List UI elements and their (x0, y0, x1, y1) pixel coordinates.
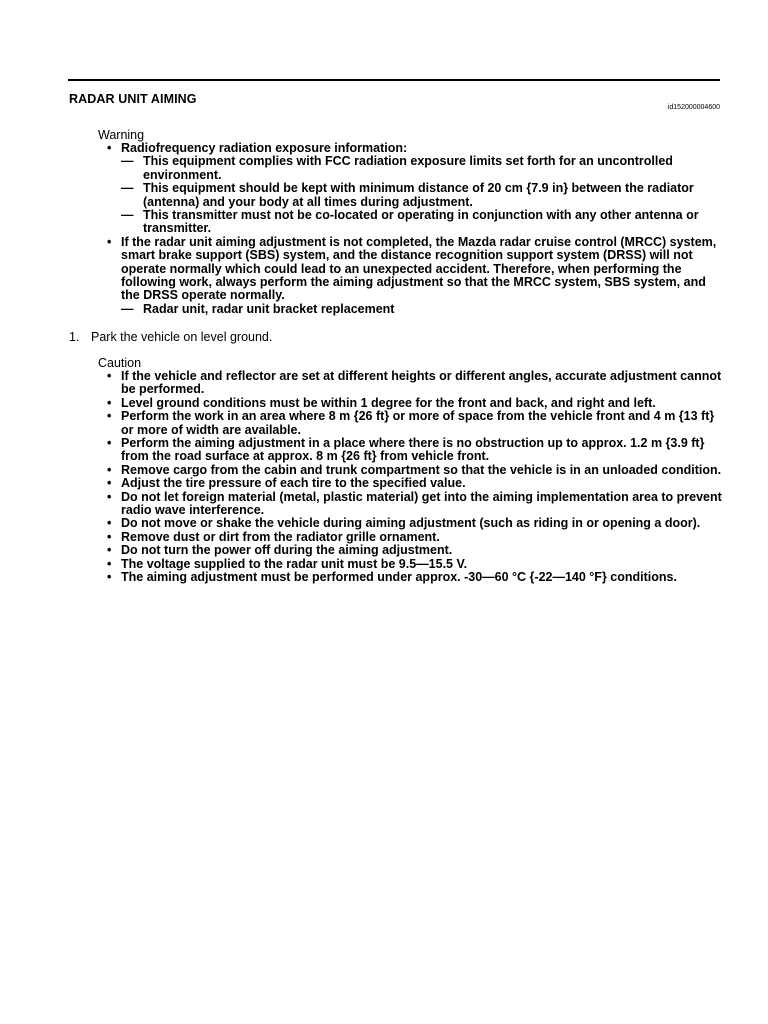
warning-block (98, 129, 728, 316)
document-id: id152000004600 (667, 104, 720, 111)
caution-item: • Remove dust or dirt from the radiator grille ornament. (98, 531, 728, 544)
caution-item: • The aiming adjustment must be performed under approx. -30—60 °C {-22—140 °F} conditions. (98, 571, 728, 584)
caution-item: • Do not turn the power off during the aiming adjustment. (98, 544, 728, 557)
caution-item: • Perform the aiming adjustment in a place where there is no obstruction up to approx. 1.2 m {3.9 ft} from the road surface at approx. 8 m {26 ft} from vehicle front. (98, 437, 728, 464)
caution-item: • Do not let foreign material (metal, plastic material) get into the aiming implementation area to prevent radio wave interference. (98, 491, 728, 518)
warning-item-text: If the radar unit aiming adjustment is not completed, the Mazda radar cruise control (MRCC) system, smart brake support (SBS) system, and the distance recognition support system (DRSS) will not operate normally which could lead to an unexpected accident. Therefore, when performing the following work, always perform the aiming adjustment so that the MRCC system, SBS system, and the DRSS operate normally. (121, 234, 717, 303)
caution-list (98, 370, 728, 585)
caution-item: • If the vehicle and reflector are set at different heights or different angles, accurate adjustment cannot be performed. (98, 370, 728, 397)
warning-sub-item: — This transmitter must not be co-located or operating in conjunction with any other antenna or transmitter. (121, 209, 728, 236)
warning-sub-list (121, 303, 728, 316)
warning-label: Warning (98, 128, 145, 142)
caution-item: • The voltage supplied to the radar unit must be 9.5—15.5 V. (98, 558, 728, 571)
caution-label: Caution (98, 356, 142, 370)
warning-sub-item: — This equipment complies with FCC radiation exposure limits set forth for an uncontrolled environment. (121, 155, 728, 182)
warning-item (98, 236, 728, 316)
warning-sub-item: — Radar unit, radar unit bracket replacement (121, 303, 728, 316)
step-1 (69, 330, 272, 344)
caution-item: • Remove cargo from the cabin and trunk compartment so that the vehicle is in an unloaded condition. (98, 464, 728, 477)
warning-item-text: Radiofrequency radiation exposure information: (121, 141, 408, 155)
step-text: Park the vehicle on level ground. (91, 330, 273, 344)
warning-item (98, 142, 728, 236)
header-rule (68, 79, 720, 81)
caution-item: • Perform the work in an area where 8 m {26 ft} or more of space from the vehicle front and 4 m {13 ft} or more of width are available. (98, 410, 728, 437)
warning-sub-item: — This equipment should be kept with minimum distance of 20 cm {7.9 in} between the radiator (antenna) and your body at all times during adjustment. (121, 182, 728, 209)
warning-sub-list (121, 155, 728, 235)
warning-list (98, 142, 728, 316)
step-number: 1. (69, 330, 80, 344)
page-title: RADAR UNIT AIMING (69, 92, 197, 106)
caution-item: • Do not move or shake the vehicle during aiming adjustment (such as riding in or opening a door). (98, 517, 728, 530)
caution-item: • Level ground conditions must be within 1 degree for the front and back, and right and left. (98, 397, 728, 410)
caution-block (98, 357, 728, 585)
caution-item: • Adjust the tire pressure of each tire to the specified value. (98, 477, 728, 490)
